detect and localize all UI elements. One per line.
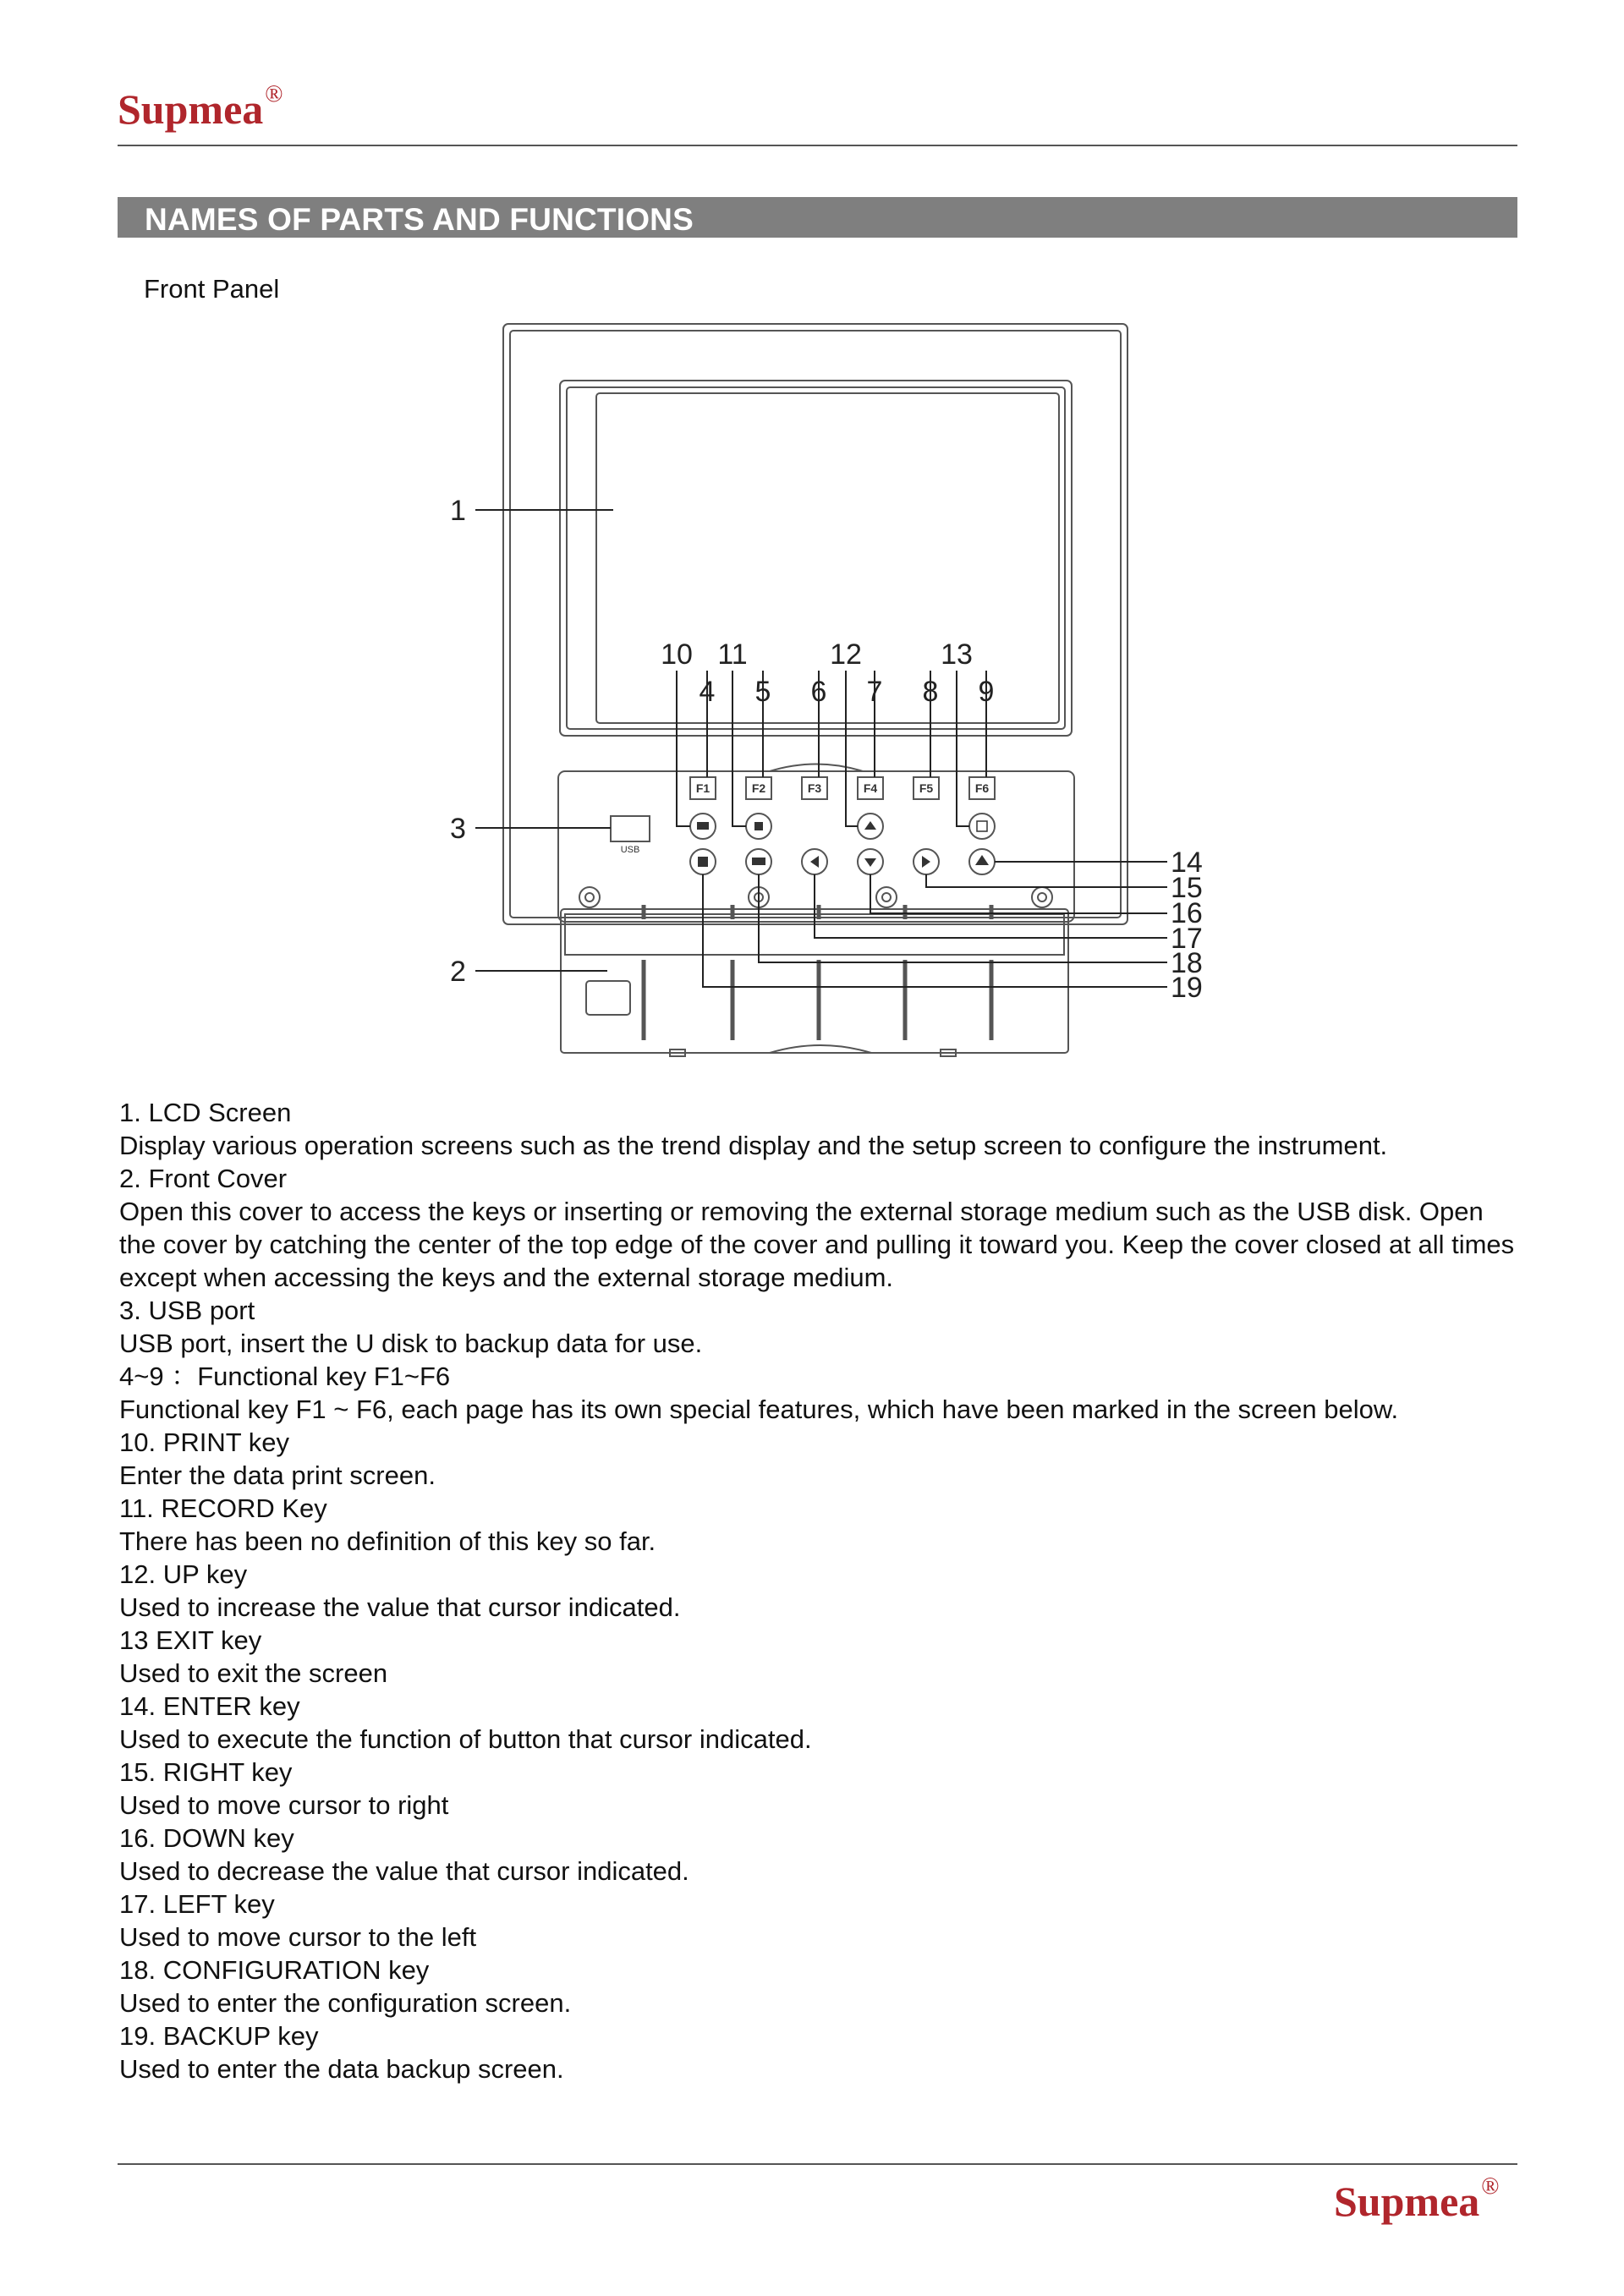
part-description: Used to execute the function of button that cursor indicated. [119, 1724, 812, 1754]
config-icon [752, 858, 765, 865]
f5-label: F5 [919, 781, 934, 795]
brand-logo-header [118, 81, 283, 133]
save-disk-icon [698, 857, 708, 867]
part-item [119, 1888, 1523, 1954]
leader-15 [926, 874, 1167, 887]
part-description: Used to exit the screen [119, 1658, 388, 1688]
leader-10 [677, 671, 690, 826]
part-title: 17. LEFT key [119, 1889, 275, 1919]
part-description: Display various operation screens such as the trend display and the setup screen to configure the instrument. [119, 1131, 1388, 1160]
part-item [119, 1294, 1523, 1360]
part-title: 18. CONFIGURATION key [119, 1955, 430, 1985]
part-description: Open this cover to access the keys or inserting or removing the external storage medium such as the USB disk. Open the cover by catching the center of the top edge of the cover and pulling it toward you. Keep the cover closed at all times except when accessing the keys and the external storage medium. [119, 1197, 1515, 1292]
part-title: 12. UP key [119, 1559, 248, 1589]
front-panel-diagram [423, 317, 1235, 1070]
part-item [119, 1426, 1523, 1492]
callout-8: 8 [922, 676, 939, 708]
triangle-left-icon [810, 856, 819, 868]
callout-5: 5 [754, 676, 771, 708]
screw-4 [1032, 887, 1052, 907]
front-panel-heading: Front Panel [144, 274, 280, 304]
brand-logo-footer [1334, 2173, 1500, 2225]
enter-icon [975, 855, 989, 865]
part-description: Used to enter the data backup screen. [119, 2054, 564, 2084]
callout-7: 7 [866, 676, 883, 708]
screw-1 [579, 887, 600, 907]
callout-1: 1 [450, 495, 466, 527]
screw-1-core [585, 893, 594, 901]
usb-port [611, 816, 650, 841]
part-description: Enter the data print screen. [119, 1460, 436, 1490]
screw-4-core [1038, 893, 1046, 901]
exit-key[interactable] [969, 814, 995, 839]
front-cover-latch [586, 981, 630, 1015]
part-title: 10. PRINT key [119, 1427, 290, 1457]
f2-label: F2 [751, 781, 766, 795]
part-title: 1. LCD Screen [119, 1098, 292, 1127]
callout-13: 13 [941, 638, 973, 671]
bezel-inner [510, 331, 1121, 918]
leader-11 [732, 671, 746, 826]
cover-notch [770, 1045, 871, 1053]
leader-13 [957, 671, 969, 826]
part-title: 11. RECORD Key [119, 1493, 327, 1523]
section-header-bar [118, 197, 1517, 238]
callout-11: 11 [717, 638, 748, 671]
printer-icon [697, 822, 709, 830]
callout-12: 12 [830, 638, 862, 671]
triangle-up-icon [864, 821, 876, 830]
callout-15: 15 [1171, 872, 1203, 904]
part-title: 4~9 ：Functional key F1~F6 [119, 1362, 451, 1391]
registered-mark: ® [1481, 2173, 1500, 2200]
callout-2: 2 [450, 956, 466, 988]
callout-17: 17 [1171, 923, 1203, 955]
brand-name: Supmea [118, 85, 264, 133]
parts-description-list [119, 1096, 1523, 2085]
part-item [119, 1558, 1523, 1624]
callout-19: 19 [1171, 972, 1203, 1004]
part-title: 14. ENTER key [119, 1691, 300, 1721]
part-item [119, 1954, 1523, 2019]
leader-16 [870, 874, 1167, 913]
part-title: 2. Front Cover [119, 1164, 288, 1193]
f1-label: F1 [695, 781, 710, 795]
part-description: Used to increase the value that cursor indicated. [119, 1592, 681, 1622]
section-title: NAMES OF PARTS AND FUNCTIONS [145, 202, 694, 237]
part-item [119, 1162, 1523, 1294]
part-title: 3. USB port [119, 1296, 255, 1325]
record-icon [754, 822, 763, 830]
callout-14: 14 [1171, 847, 1203, 879]
registered-mark: ® [265, 81, 283, 107]
leader-19 [703, 874, 1167, 987]
leader-12 [846, 671, 858, 826]
callout-3: 3 [450, 813, 466, 845]
screw-3 [876, 887, 897, 907]
callout-18: 18 [1171, 947, 1203, 979]
f3-label: F3 [807, 781, 822, 795]
front-panel-svg [423, 317, 1235, 1070]
triangle-down-icon [864, 858, 876, 867]
part-description: Used to decrease the value that cursor indicated. [119, 1856, 689, 1886]
panel-notch [770, 764, 863, 772]
part-title: 13 EXIT key [119, 1625, 262, 1655]
callout-9: 9 [978, 676, 995, 708]
f6-label: F6 [974, 781, 990, 795]
part-description: Used to enter the configuration screen. [119, 1988, 572, 2018]
callout-16: 16 [1171, 897, 1203, 929]
callout-4: 4 [699, 676, 716, 708]
part-title: 16. DOWN key [119, 1823, 294, 1853]
header-divider [118, 145, 1517, 146]
brand-name: Supmea [1334, 2178, 1480, 2225]
f4-label: F4 [863, 781, 878, 795]
part-item [119, 1756, 1523, 1822]
screw-3-core [882, 893, 891, 901]
part-description: USB port, insert the U disk to backup data for use. [119, 1329, 703, 1358]
exit-icon [977, 821, 987, 831]
callout-10: 10 [661, 638, 693, 671]
part-item [119, 1492, 1523, 1558]
part-item [119, 1096, 1523, 1162]
triangle-right-icon [922, 856, 930, 868]
part-description: There has been no definition of this key so far. [119, 1526, 656, 1556]
part-title: 19. BACKUP key [119, 2021, 319, 2051]
part-item [119, 1624, 1523, 1690]
part-description: Functional key F1 ~ F6, each page has its own special features, which have been marked in the screen below. [119, 1395, 1399, 1424]
part-description: Used to move cursor to right [119, 1790, 449, 1820]
usb-label: USB [620, 845, 640, 855]
part-item [119, 2019, 1523, 2085]
part-item [119, 1690, 1523, 1756]
part-item [119, 1360, 1523, 1426]
part-description: Used to move cursor to the left [119, 1922, 477, 1952]
footer-divider [118, 2163, 1517, 2165]
lcd-screen [596, 393, 1059, 723]
callout-6: 6 [810, 676, 827, 708]
part-item [119, 1822, 1523, 1888]
part-title: 15. RIGHT key [119, 1757, 293, 1787]
